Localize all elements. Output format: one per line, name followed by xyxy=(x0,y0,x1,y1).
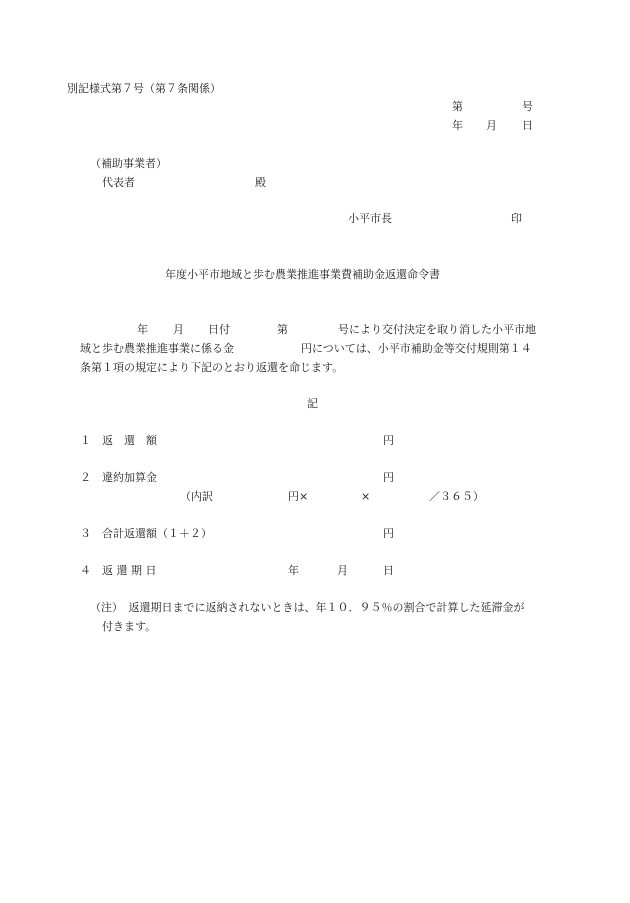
body-line1-year: 年 xyxy=(137,323,148,336)
addressee-org: （補助事業者） xyxy=(90,157,167,170)
item2-breakdown-end: ／３６５） xyxy=(429,490,484,503)
addressee-honorific: 殿 xyxy=(255,176,266,189)
doc-number-prefix: 第 xyxy=(452,100,463,113)
ki-heading: 記 xyxy=(307,397,318,410)
date-day-label: 日 xyxy=(522,119,533,132)
item4-number: ４ xyxy=(80,564,91,577)
item4-label: 返 還 期 日 xyxy=(102,564,157,577)
body-line2-b: 円については、小平市補助金等交付規則第１４ xyxy=(301,342,532,355)
issuer-name: 小平市長 xyxy=(348,212,392,225)
body-line3: 条第１項の規定により下記のとおり返還を命じます。 xyxy=(80,361,344,374)
body-line1-no: 第 xyxy=(277,323,288,336)
item3-label: 合計返還額（１＋２） xyxy=(102,527,212,540)
body-line2-a: 域と歩む農業推進事業に係る金 xyxy=(80,342,234,355)
note-line1: （注） 返還期日までに返納されないときは、年１０．９５％の割合で計算した延滞金が xyxy=(90,601,525,614)
document-title: 年度小平市地域と歩む農業推進事業費補助金返還命令書 xyxy=(165,268,440,281)
body-line1-rest: 号により交付決定を取り消した小平市地 xyxy=(338,323,536,336)
addressee-rep: 代表者 xyxy=(102,176,135,189)
item4-year: 年 xyxy=(288,564,299,577)
date-month-label: 月 xyxy=(486,119,497,132)
body-line1-month: 月 xyxy=(173,323,184,336)
item1-unit: 円 xyxy=(383,434,394,447)
item2-breakdown-x: × xyxy=(361,490,371,503)
issuer-seal: 印 xyxy=(511,212,522,225)
note-line2: 付きます。 xyxy=(102,620,157,633)
doc-number-suffix: 号 xyxy=(522,100,533,113)
item2-breakdown-yen: 円× xyxy=(288,490,309,503)
item4-month: 月 xyxy=(337,564,348,577)
item2-label: 違約加算金 xyxy=(102,471,157,484)
date-year-label: 年 xyxy=(452,119,463,132)
item3-number: ３ xyxy=(80,527,91,540)
item4-day: 日 xyxy=(383,564,394,577)
body-line1-date: 日付 xyxy=(208,323,230,336)
item3-unit: 円 xyxy=(383,527,394,540)
item1-label: 返 還 額 xyxy=(102,434,157,447)
form-number: 別記様式第７号（第７条関係） xyxy=(67,82,221,95)
item1-number: １ xyxy=(80,434,91,447)
item2-number: ２ xyxy=(80,471,91,484)
item2-unit: 円 xyxy=(383,471,394,484)
item2-breakdown-open: （内訳 xyxy=(180,490,213,503)
